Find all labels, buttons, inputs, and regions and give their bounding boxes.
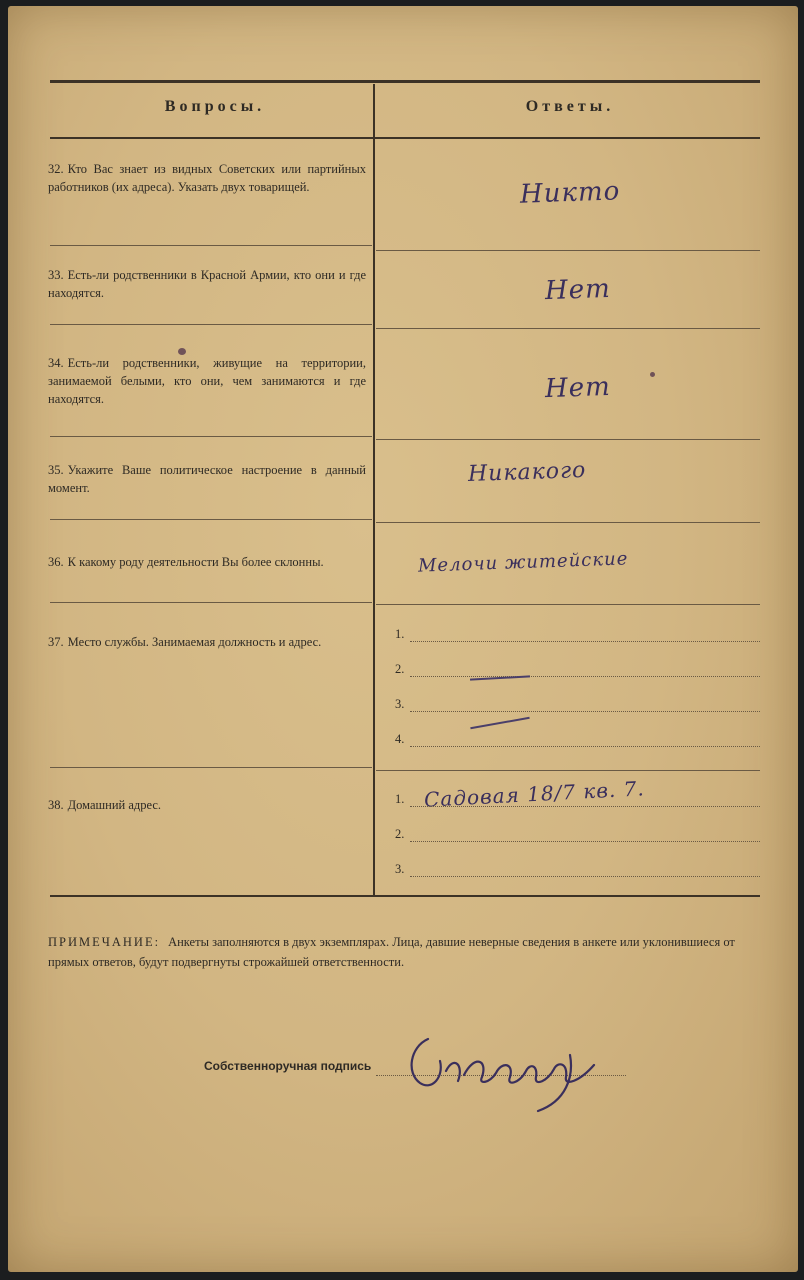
row-rule-left: [50, 767, 372, 768]
row-rule-right: [376, 439, 760, 440]
answers-header: Ответы.: [525, 98, 615, 115]
row-rule-right: [376, 250, 760, 251]
answer-34: Нет: [544, 371, 612, 405]
line-number-4: 4.: [395, 732, 405, 746]
row-rule-right: [376, 522, 760, 523]
line-number-2: 2.: [395, 827, 405, 841]
row-rule-right: [376, 604, 760, 605]
answer-line: [410, 806, 760, 807]
answer-38: Садовая 18/7 кв. 7.: [423, 776, 646, 812]
answer-line: [410, 711, 760, 712]
footnote-title: ПРИМЕЧАНИЕ:: [48, 935, 161, 949]
column-divider: [373, 84, 375, 897]
row-rule-left: [50, 602, 372, 603]
signature-label: Собственноручная подпись: [204, 1059, 372, 1073]
line-number-3: 3.: [395, 862, 405, 876]
footnote-text: Анкеты заполняются в двух экземплярах. Лица, давшие неверные сведения в анкете или уклонившиеся от прямых ответов, будут подвергнуты строжайшей ответственности.: [48, 935, 735, 969]
row-rule-right: [376, 770, 760, 771]
table-bottom-rule: [50, 895, 760, 897]
footnote: [48, 932, 760, 972]
question-36: 36. К какому роду деятельности Вы более склонны.: [48, 555, 324, 569]
line-number-1: 1.: [395, 792, 405, 806]
row-rule-left: [50, 519, 372, 520]
question-35: 35. Укажите Ваше политическое настроение в данный момент.: [48, 463, 366, 495]
line-number-1: 1.: [395, 627, 405, 641]
handwritten-signature: [398, 1025, 628, 1120]
answer-line: [410, 676, 760, 677]
answer-line: [410, 876, 760, 877]
row-rule-left: [50, 436, 372, 437]
questions-header: Вопросы.: [164, 98, 266, 115]
table-top-rule: [50, 80, 760, 83]
row-rule-left: [50, 245, 372, 246]
answer-33: Нет: [544, 273, 612, 307]
answer-35: Никакого: [467, 457, 587, 488]
question-34: 34. Есть-ли родственники, живущие на территории, занимаемой белыми, кто они, чем занимаются и где находятся.: [48, 356, 366, 406]
question-32: 32. Кто Вас знает из видных Советских или партийных работников (их адреса). Указать двух товарищей.: [48, 162, 366, 194]
answer-line: [410, 641, 760, 642]
row-rule-right: [376, 328, 760, 329]
answer-36: Мелочи житейские: [417, 548, 629, 577]
question-37: 37. Место службы. Занимаемая должность и адрес.: [48, 635, 322, 649]
answer-line: [410, 841, 760, 842]
answer-32: Никто: [519, 176, 621, 210]
question-33: 33. Есть-ли родственники в Красной Армии, кто они и где находятся.: [48, 268, 366, 300]
table-header-rule: [50, 137, 760, 139]
line-number-2: 2.: [395, 662, 405, 676]
ink-blot: [178, 348, 186, 355]
row-rule-left: [50, 324, 372, 325]
answer-line: [410, 746, 760, 747]
line-number-3: 3.: [395, 697, 405, 711]
question-38: 38. Домашний адрес.: [48, 798, 162, 812]
ink-dot: [650, 372, 655, 377]
